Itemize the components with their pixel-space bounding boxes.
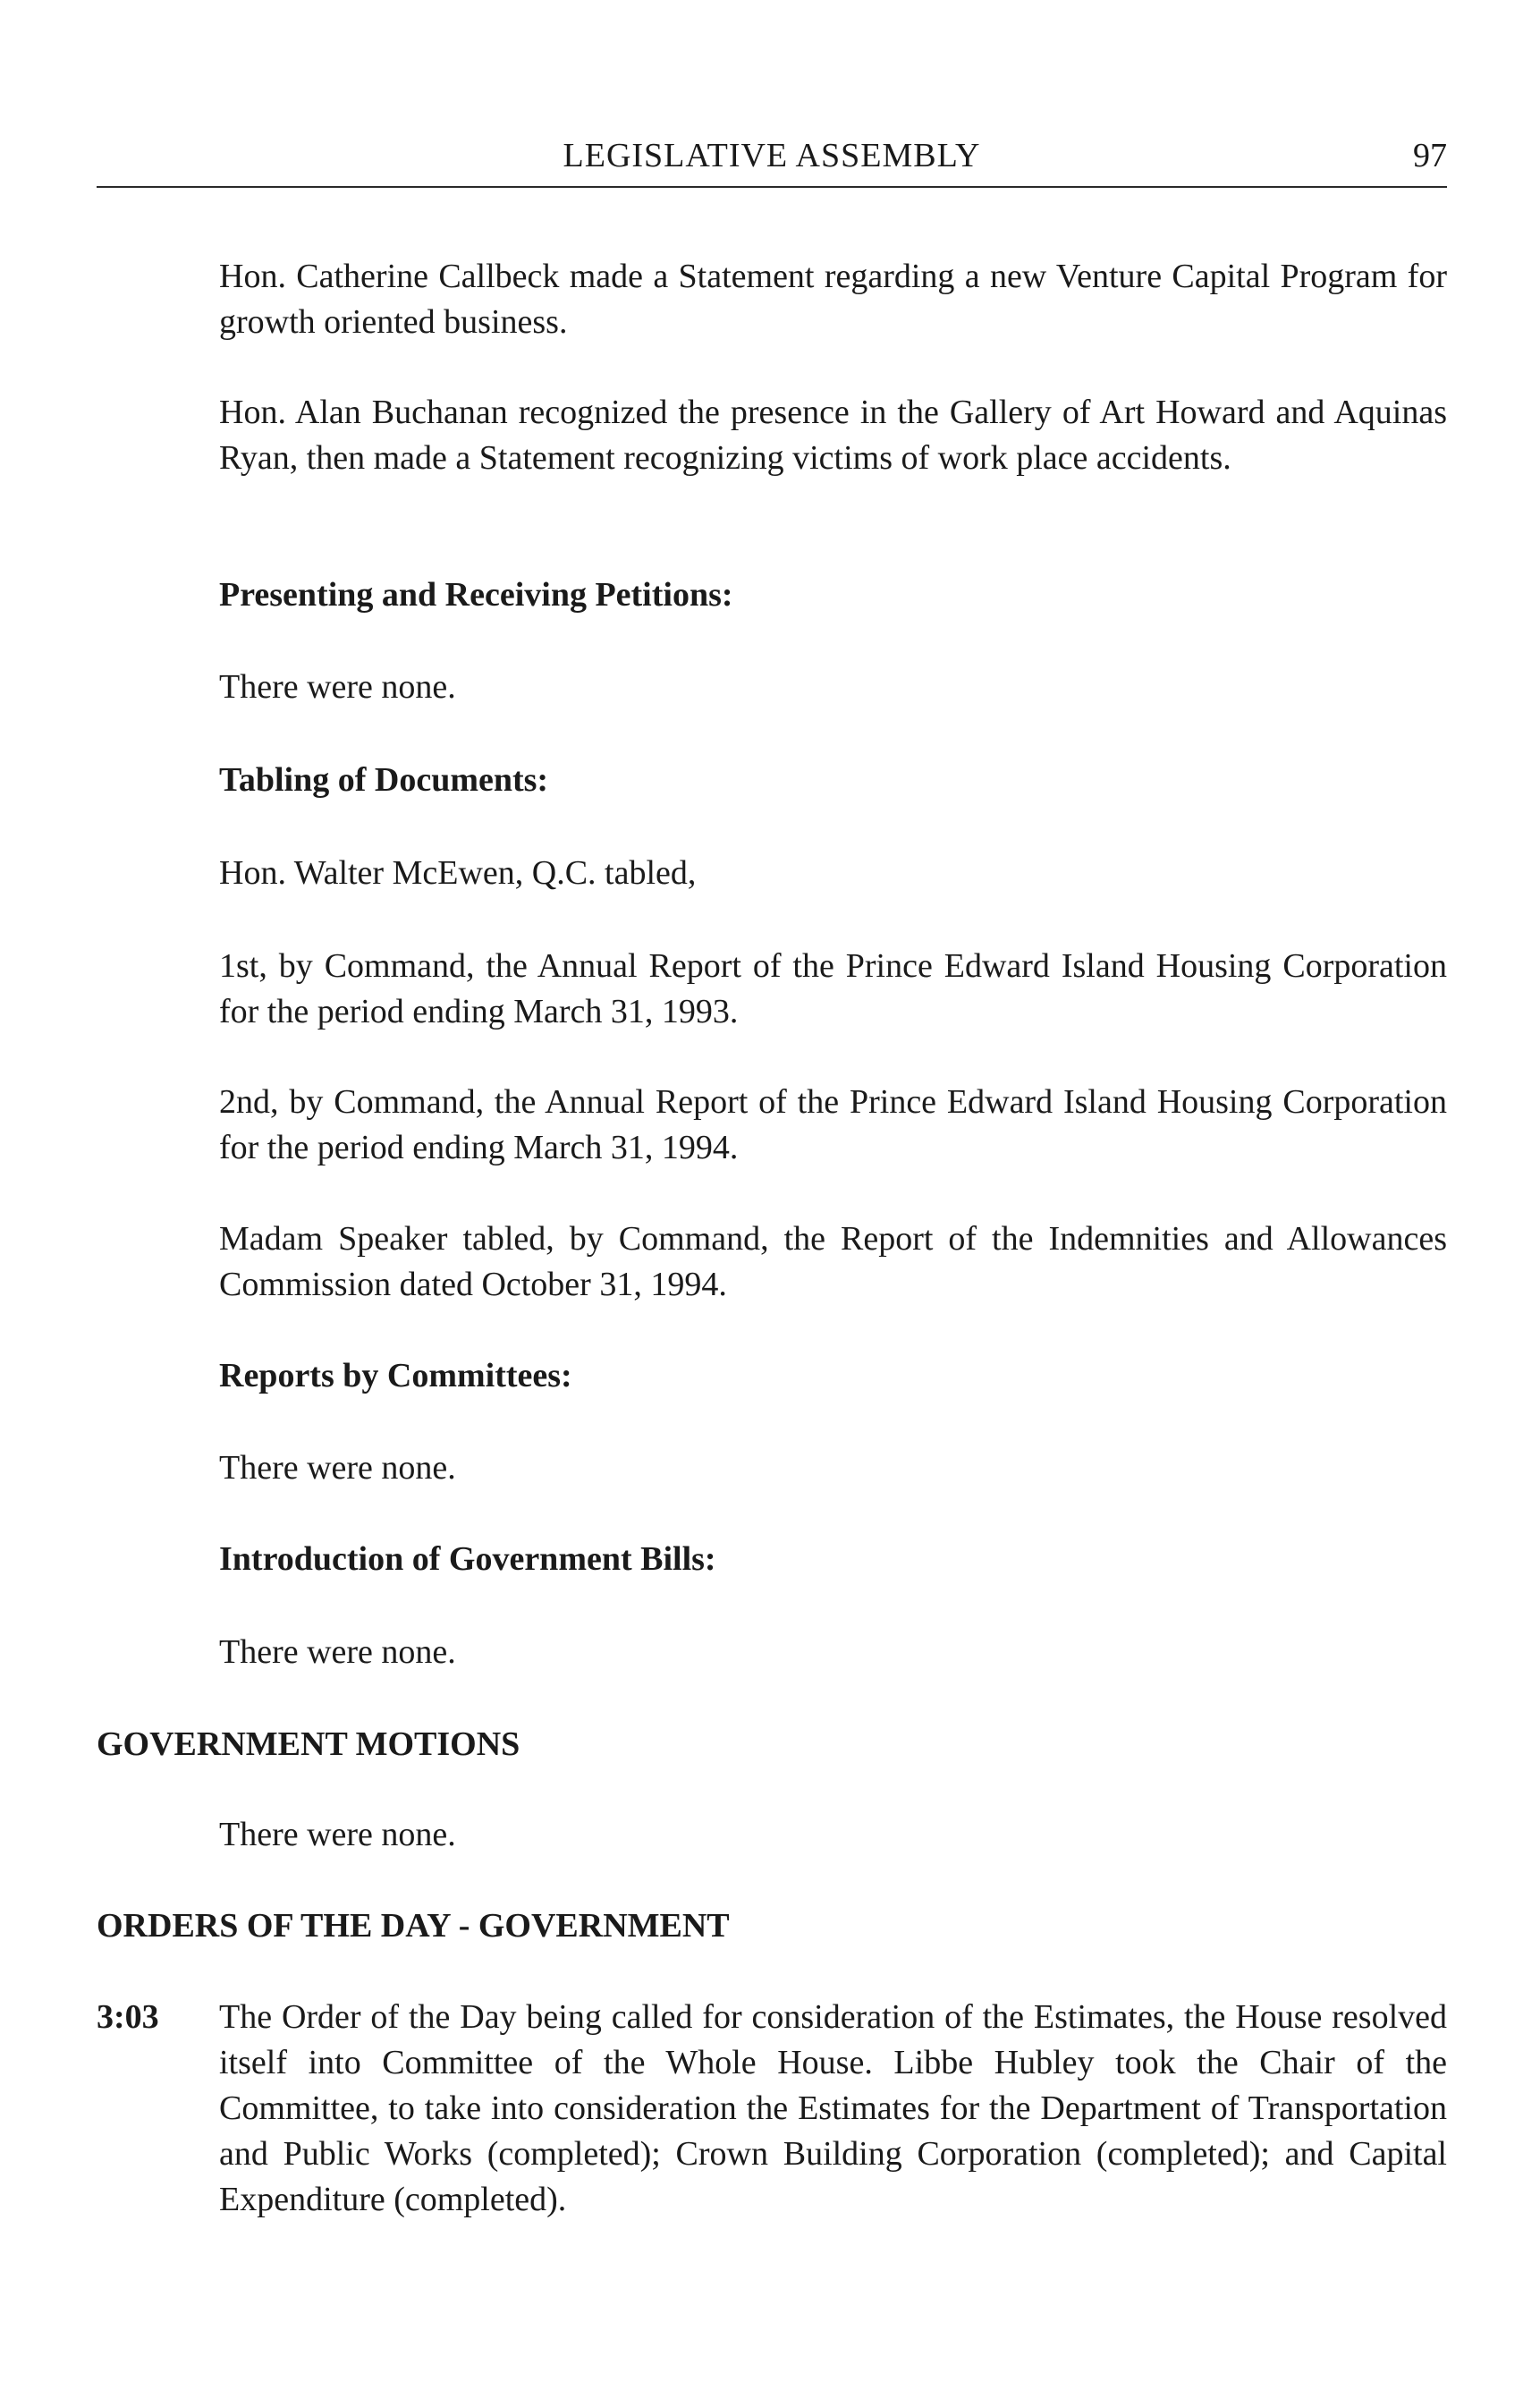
orders-paragraph: The Order of the Day being called for consideration of the Estimates, the House resolved itself into Committee of the Whole House. Libbe Hubley took the Chair of the Committee, to take into consideration the Estimates for the Department of Transportation and Public Works (completed); Crown Building Corporation (completed); and Capital Expenditure (completed).	[219, 1998, 1447, 2218]
tabling-speaker-report: Madam Speaker tabled, by Command, the Report of the Indemnities and Allowances Commission dated October 31, 1994.	[219, 1220, 1447, 1303]
paragraph-buchanan-statement: Hon. Alan Buchanan recognized the presence in the Gallery of Art Howard and Aquinas Ryan, then made a Statement recognizing victims of work place accidents.	[219, 394, 1447, 477]
committees-none: There were none.	[219, 1449, 456, 1487]
section-government-motions: GOVERNMENT MOTIONS	[97, 1725, 520, 1763]
tabling-intro: Hon. Walter McEwen, Q.C. tabled,	[219, 854, 697, 892]
heading-petitions: Presenting and Receiving Petitions:	[219, 576, 733, 614]
section-orders-of-the-day: ORDERS OF THE DAY - GOVERNMENT	[97, 1907, 730, 1945]
bills-none: There were none.	[219, 1633, 456, 1671]
tabling-item-second: 2nd, by Command, the Annual Report of the Prince Edward Island Housing Corporation for the period ending March 31, 1994.	[219, 1083, 1447, 1166]
motions-none: There were none.	[219, 1816, 456, 1853]
page-header	[97, 134, 1447, 188]
time-marker: 3:03	[97, 1998, 159, 2036]
tabling-item-first: 1st, by Command, the Annual Report of the Prince Edward Island Housing Corporation for the period ending March 31, 1993.	[219, 947, 1447, 1030]
running-head: LEGISLATIVE ASSEMBLY	[563, 137, 981, 174]
heading-government-bills: Introduction of Government Bills:	[219, 1540, 716, 1578]
heading-reports-by-committees: Reports by Committees:	[219, 1357, 572, 1394]
heading-tabling-documents: Tabling of Documents:	[219, 761, 549, 799]
page-number: 97	[1413, 137, 1447, 174]
paragraph-callbeck-statement: Hon. Catherine Callbeck made a Statement regarding a new Venture Capital Program for growth oriented business.	[219, 258, 1447, 341]
petitions-none: There were none.	[219, 668, 456, 706]
